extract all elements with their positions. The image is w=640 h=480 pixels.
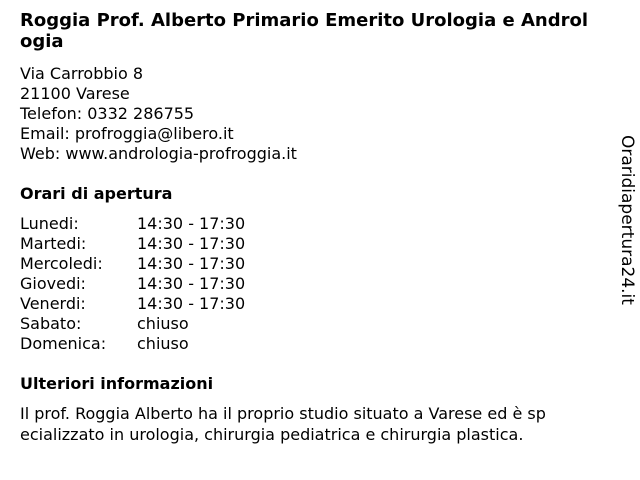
business-card <box>20 10 590 445</box>
time-value: chiuso <box>137 334 189 353</box>
day-label: Domenica: <box>20 334 107 353</box>
opening-hours-table <box>20 214 590 354</box>
hours-row <box>20 274 590 294</box>
day-label: Giovedi: <box>20 274 86 293</box>
time-value: 14:30 - 17:30 <box>137 234 246 253</box>
time-value: chiuso <box>137 314 189 333</box>
phone-number: Telefon: 0332 286755 <box>20 104 195 123</box>
day-label: Lunedi: <box>20 214 79 233</box>
hours-row <box>20 214 590 234</box>
hours-row <box>20 334 590 354</box>
site-brand-watermark: Oraridiapertura24.it <box>617 135 637 305</box>
day-label: Martedi: <box>20 234 87 253</box>
hours-row <box>20 234 590 254</box>
time-value: 14:30 - 17:30 <box>137 254 246 273</box>
hours-row <box>20 314 590 334</box>
website-address: Web: www.andrologia-profroggia.it <box>20 144 297 163</box>
hours-row <box>20 294 590 314</box>
day-label: Mercoledi: <box>20 254 103 273</box>
address-block <box>20 64 590 164</box>
email-address: Email: profroggia@libero.it <box>20 124 234 143</box>
business-title: Roggia Prof. Alberto Primario Emerito Urologia e Andrologia <box>20 10 589 52</box>
city-postal-code: 21100 Varese <box>20 84 130 103</box>
day-label: Venerdi: <box>20 294 86 313</box>
day-label: Sabato: <box>20 314 82 333</box>
time-value: 14:30 - 17:30 <box>137 274 246 293</box>
additional-info-text: Il prof. Roggia Alberto ha il proprio studio situato a Varese ed è specializzato in urologia, chirurgia pediatrica e chirurgia plastica. <box>20 404 546 444</box>
opening-hours-heading: Orari di apertura <box>20 184 173 203</box>
street-address: Via Carrobbio 8 <box>20 64 144 83</box>
hours-row <box>20 254 590 274</box>
time-value: 14:30 - 17:30 <box>137 294 246 313</box>
time-value: 14:30 - 17:30 <box>137 214 246 233</box>
additional-info-heading: Ulteriori informazioni <box>20 374 214 393</box>
